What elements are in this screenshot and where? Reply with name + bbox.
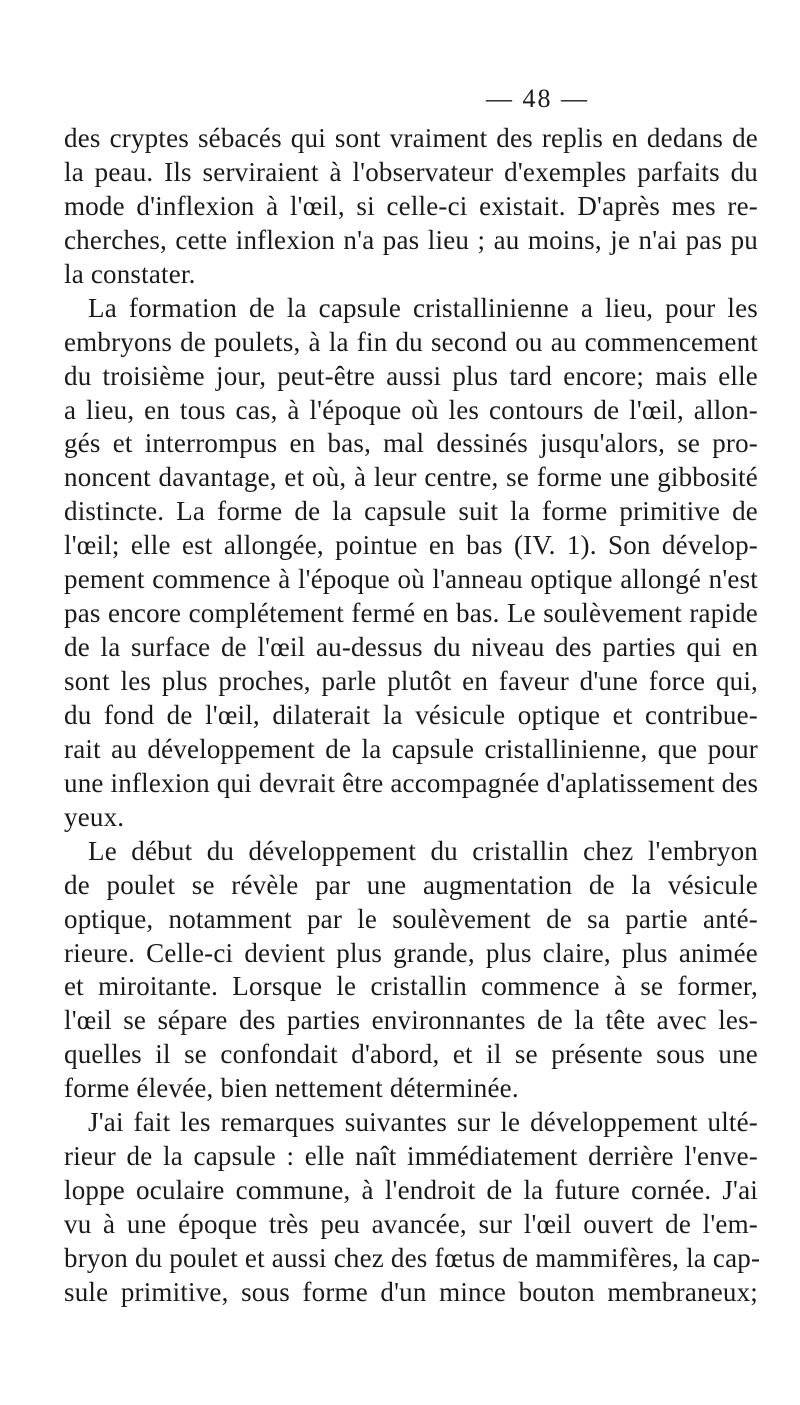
text-line: La formation de la capsule cristallinienne a lieu, pour les bbox=[88, 292, 758, 323]
page-number-text: — 48 — bbox=[486, 84, 589, 113]
text-line: l'œil se sépare des parties environnantes de la tête avec les- bbox=[64, 1005, 758, 1036]
text-line: des cryptes sébacés qui sont vraiment des replis en dedans de bbox=[64, 123, 758, 153]
text-line: pement commence à l'époque où l'anneau optique allongé n'est bbox=[64, 564, 758, 595]
text-line: l'œil; elle est allongée, pointue en bas (IV. 1). Son dévelop- bbox=[64, 530, 758, 561]
text-line: la constater. bbox=[64, 258, 196, 289]
text-line: J'ai fait les remarques suivantes sur le développement ulté- bbox=[88, 1107, 758, 1138]
text-line: bryon du poulet et aussi chez des fœtus de mammifères, la cap- bbox=[64, 1242, 761, 1273]
text-line: rieur de la capsule : elle naît immédiatement derrière l'enve- bbox=[64, 1141, 758, 1172]
text-line: une inflexion qui devrait être accompagnée d'aplatissement des bbox=[64, 767, 759, 798]
text-line: embryons de poulets, à la fin du second ou au commencement bbox=[64, 326, 758, 357]
text-line: sule primitive, sous forme d'un mince bouton membraneux; bbox=[64, 1276, 758, 1307]
text-line: pas encore complétement fermé en bas. Le soulèvement rapide bbox=[64, 598, 758, 629]
text-line: du troisième jour, peut-être aussi plus tard encore; mais elle bbox=[64, 360, 758, 391]
text-line: rieure. Celle-ci devient plus grande, plus claire, plus animée bbox=[64, 937, 758, 968]
text-line: cherches, cette inflexion n'a pas lieu ; au moins, je n'ai pas pu bbox=[64, 224, 758, 255]
text-line: noncent davantage, et où, à leur centre, se forme une gibbosité bbox=[64, 462, 758, 493]
text-line: rait au développement de la capsule cristallinienne, que pour bbox=[64, 733, 758, 764]
text-line: sont les plus proches, parle plutôt en faveur d'une force qui, bbox=[64, 666, 758, 696]
text-line: la peau. Ils serviraient à l'observateur d'exemples parfaits du bbox=[64, 156, 758, 187]
text-line: de poulet se révèle par une augmentation de la vésicule bbox=[64, 869, 758, 900]
text-line: quelles il se confondait d'abord, et il se présente sous une bbox=[64, 1039, 758, 1070]
text-line: yeux. bbox=[64, 801, 125, 832]
text-line: mode d'inflexion à l'œil, si celle-ci existait. D'après mes re- bbox=[64, 190, 758, 221]
text-line: distincte. La forme de la capsule suit la forme primitive de bbox=[64, 496, 758, 527]
text-line: loppe oculaire commune, à l'endroit de la future cornée. J'ai bbox=[64, 1175, 758, 1206]
text-line: a lieu, en tous cas, à l'époque où les contours de l'œil, allon- bbox=[64, 394, 758, 425]
text-line: forme élevée, bien nettement déterminée. bbox=[64, 1073, 519, 1104]
text-line: de la surface de l'œil au-dessus du niveau des parties qui en bbox=[64, 632, 758, 663]
text-line: et miroitante. Lorsque le cristallin commence à se former, bbox=[64, 971, 758, 1002]
text-line: Le début du développement du cristallin chez l'embryon bbox=[88, 835, 758, 866]
page-number bbox=[0, 84, 800, 114]
text-line: du fond de l'œil, dilaterait la vésicule optique et contribue- bbox=[64, 699, 758, 730]
text-line: vu à une époque très peu avancée, sur l'œil ouvert de l'em- bbox=[64, 1209, 758, 1239]
body-text bbox=[64, 122, 761, 1310]
text-line: gés et interrompus en bas, mal dessinés jusqu'alors, se pro- bbox=[64, 428, 758, 459]
text-line: optique, notamment par le soulèvement de sa partie anté- bbox=[64, 903, 758, 934]
